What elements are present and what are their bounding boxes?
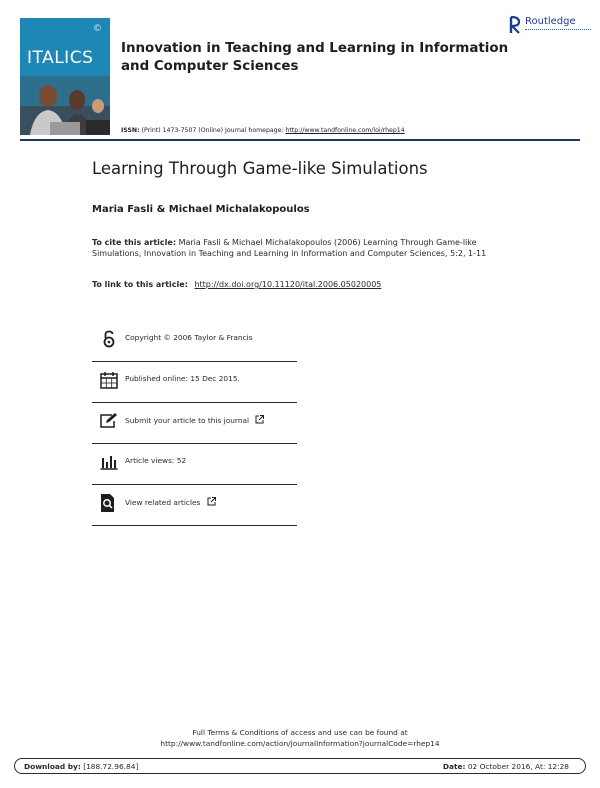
calendar-icon — [100, 371, 118, 389]
submit-article-label: Submit your article to this journal — [125, 416, 250, 425]
cover-title: ITALICS — [27, 48, 94, 68]
open-access-lock-icon — [100, 330, 118, 348]
download-date — [443, 762, 569, 771]
article-info-list — [92, 321, 297, 526]
downloaded-by — [24, 762, 138, 771]
info-item-views — [92, 444, 297, 485]
info-item-related[interactable] — [92, 485, 297, 526]
article-views-text: Article views: 52 — [125, 456, 187, 465]
doi-link[interactable]: http://dx.doi.org/10.11120/ital.2006.05020005 — [194, 280, 382, 289]
cite-label: To cite this article: — [92, 238, 177, 247]
terms-url[interactable]: http://www.tandfonline.com/action/journalInformation?journalCode=rhep14 — [160, 739, 440, 748]
publisher-logo[interactable] — [509, 15, 591, 39]
download-date-value: 02 October 2016, At: 12:28 — [467, 762, 569, 771]
info-item-published — [92, 362, 297, 403]
article-link-line — [92, 280, 381, 289]
journal-title: Innovation in Teaching and Learning in Information and Computer Sciences — [121, 41, 509, 74]
citation-block — [92, 237, 492, 259]
related-articles-label: View related articles — [125, 498, 201, 507]
published-date-text: Published online: 15 Dec 2015. — [125, 374, 240, 383]
related-articles-link[interactable] — [125, 497, 216, 507]
journal-cover-image — [20, 18, 110, 135]
external-link-icon — [255, 415, 264, 424]
download-date-label: Date: — [442, 762, 466, 771]
search-document-icon — [100, 494, 118, 512]
link-label: To link to this article: — [92, 280, 188, 289]
terms-block — [0, 727, 600, 749]
info-item-submit[interactable] — [92, 403, 297, 444]
terms-line-1: Full Terms & Conditions of access and use can be found at — [192, 728, 408, 737]
info-item-copyright — [92, 321, 297, 362]
download-info-bar — [14, 758, 586, 774]
cover-photo — [20, 76, 110, 135]
article-authors: Maria Fasli & Michael Michalakopoulos — [92, 204, 310, 215]
external-link-icon — [207, 497, 216, 506]
edit-icon — [100, 412, 118, 430]
cite-text: Maria Fasli & Michael Michalakopoulos (2006) Learning Through Game-like Simulations, Innovation in Teaching and Learning in Information and Computer Sciences, 5:2, 1-11 — [92, 238, 487, 258]
publisher-tagline-line — [525, 29, 591, 32]
downloaded-by-value: [188.72.96.84] — [83, 762, 139, 771]
copyright-text: Copyright © 2006 Taylor & Francis — [125, 333, 253, 342]
issn-label: ISSN: — [121, 127, 140, 134]
header-divider — [20, 139, 580, 141]
submit-article-link[interactable] — [125, 415, 264, 425]
downloaded-by-label: Download by: — [24, 762, 81, 771]
article-title: Learning Through Game-like Simulations — [92, 159, 428, 178]
cover-mark-icon: © — [93, 24, 102, 34]
routledge-logo-icon — [509, 15, 521, 35]
publisher-name: Routledge — [525, 16, 576, 27]
bar-chart-icon — [100, 453, 118, 471]
issn-line — [121, 127, 405, 134]
issn-text: (Print) 1473-7507 (Online) Journal homepage: — [141, 127, 284, 134]
journal-homepage-link[interactable]: http://www.tandfonline.com/loi/rhep14 — [285, 127, 405, 134]
